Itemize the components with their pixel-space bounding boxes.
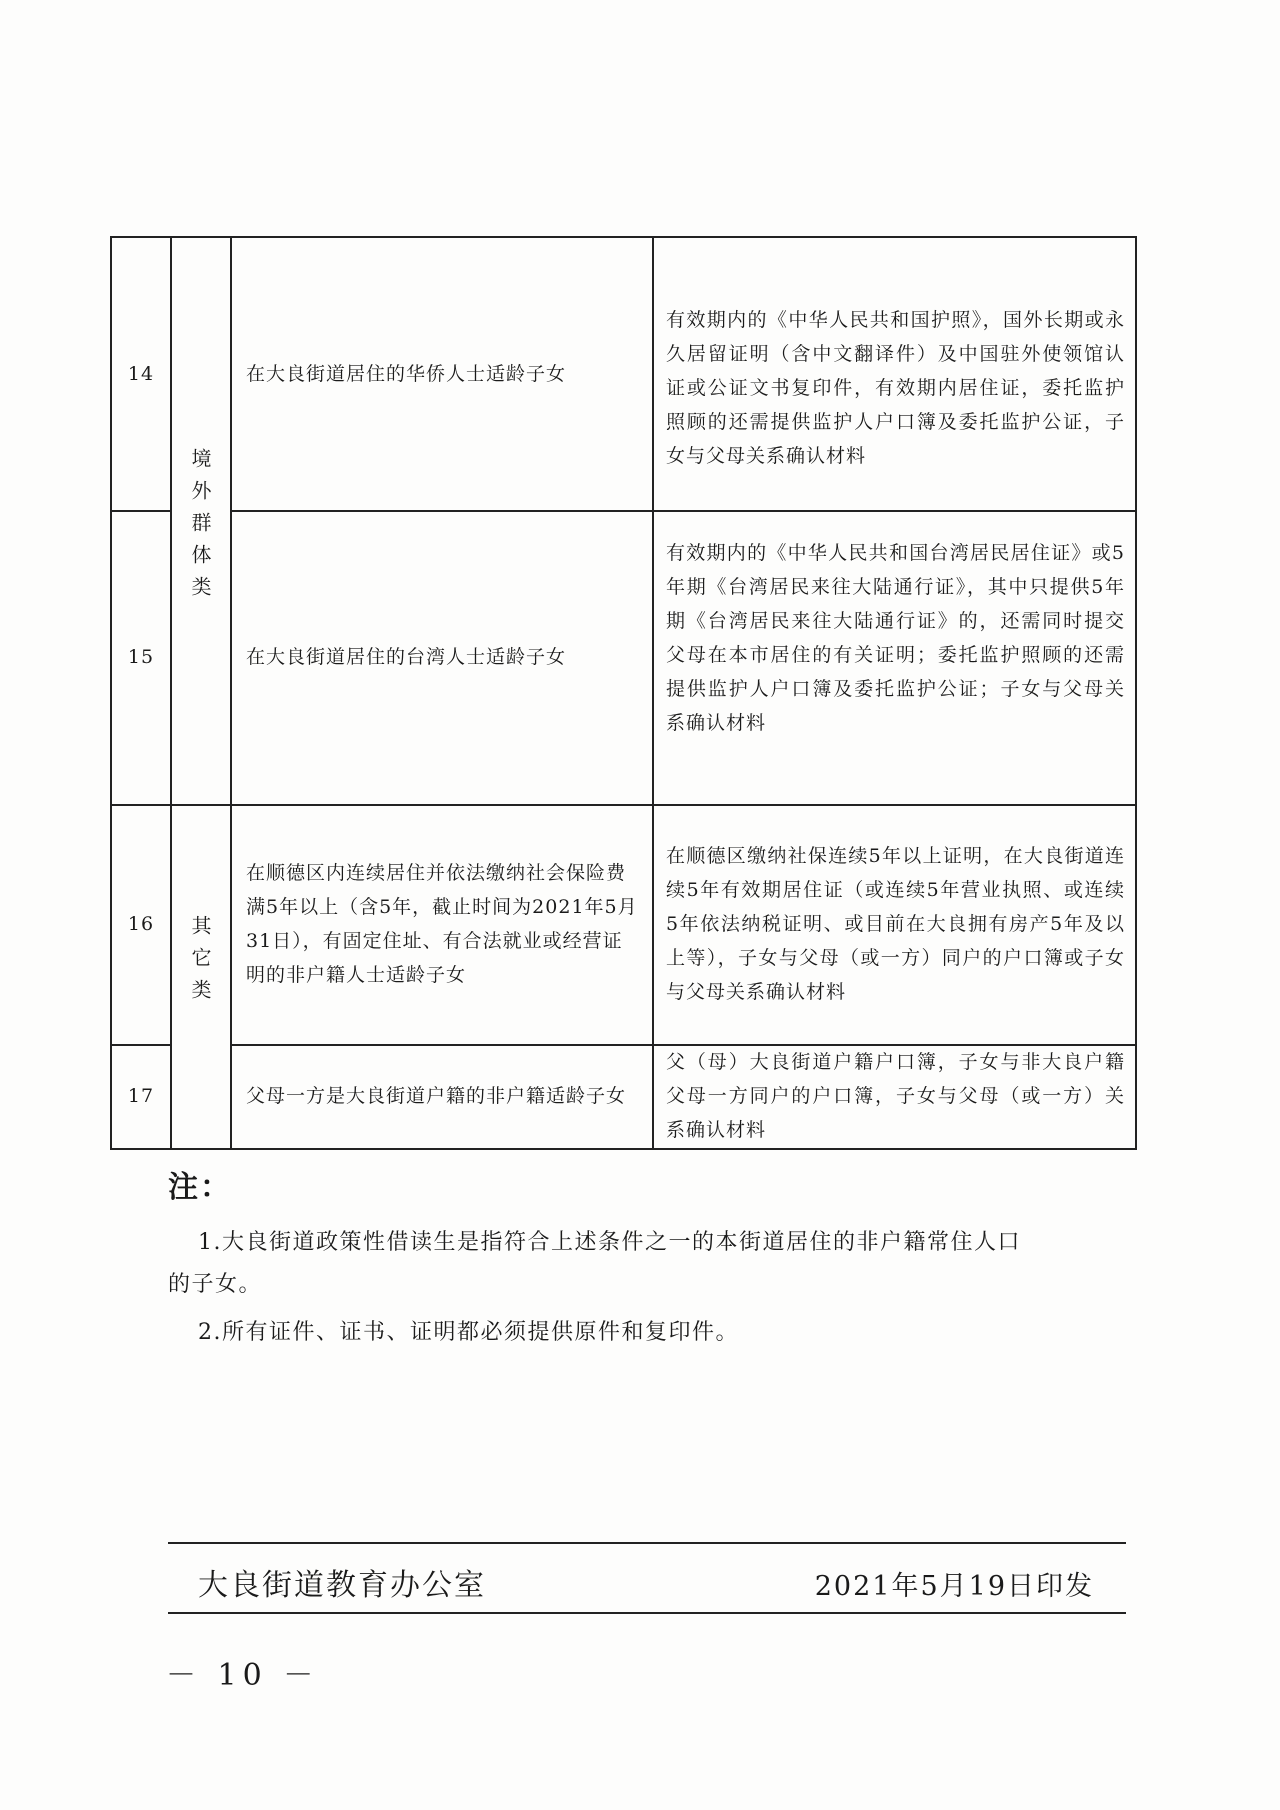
row-description: 在大良街道居住的华侨人士适龄子女 bbox=[246, 363, 567, 385]
row-description: 在顺德区内连续居住并依法缴纳社会保险费满5年以上（含5年，截止时间为2021年5月31日），有固定住址、有合法就业或经营证明的非户籍人士适龄子女 bbox=[246, 862, 638, 986]
row-requirements: 有效期内的《中华人民共和国护照》，国外长期或永久居留证明（含中文翻译件）及中国驻外使领馆认证或公证文书复印件，有效期内居住证，委托监护照顾的还需提供监护人户口簿及委托监护公证，子女与父母关系确认材料 bbox=[666, 309, 1125, 467]
row-requirements: 父（母）大良街道户籍户口簿，子女与非大良户籍父母一方同户的户口簿，子女与父母（或一方）关系确认材料 bbox=[666, 1051, 1125, 1141]
issuing-office: 大良街道教育办公室 bbox=[198, 1568, 486, 1603]
note-line-1: 1.大良街道政策性借读生是指符合上述条件之一的本街道居住的非户籍常住人口 bbox=[198, 1230, 1021, 1255]
issue-date: 2021年5月19日印发 bbox=[814, 1571, 1094, 1602]
row-requirements: 有效期内的《中华人民共和国台湾居民居住证》或5年期《台湾居民来往大陆通行证》，其中只提供5年期《台湾居民来往大陆通行证》的，还需同时提交父母在本市居住的有关证明；委托监护照顾的还需提供监护人户口簿及委托监护公证；子女与父母关系确认材料 bbox=[666, 542, 1125, 734]
row-requirements: 在顺德区缴纳社保连续5年以上证明，在大良街道连续5年有效期居住证（或连续5年营业执照、或连续5年依法纳税证明、或目前在大良拥有房产5年及以上等），子女与父母（或一方）同户的户口簿或子女与父母关系确认材料 bbox=[666, 845, 1125, 1003]
footer-top-rule bbox=[168, 1542, 1126, 1544]
note-line-2: 2.所有证件、证书、证明都必须提供原件和复印件。 bbox=[198, 1320, 739, 1345]
row-description: 父母一方是大良街道户籍的非户籍适龄子女 bbox=[246, 1085, 627, 1107]
row-number: 16 bbox=[127, 913, 155, 935]
page-number: － 10 － bbox=[166, 1658, 320, 1693]
row-number: 17 bbox=[127, 1085, 155, 1107]
row-description: 在大良街道居住的台湾人士适龄子女 bbox=[246, 646, 567, 668]
category-overseas: 境外群体类 bbox=[188, 448, 212, 608]
category-other: 其它类 bbox=[188, 915, 212, 1011]
requirements-table bbox=[110, 236, 1137, 1150]
note-line-1-cont: 的子女。 bbox=[168, 1272, 263, 1297]
row-number: 15 bbox=[127, 646, 155, 668]
notes-title: 注： bbox=[168, 1170, 232, 1205]
row-number: 14 bbox=[127, 363, 155, 385]
footer-bottom-rule bbox=[168, 1612, 1126, 1614]
